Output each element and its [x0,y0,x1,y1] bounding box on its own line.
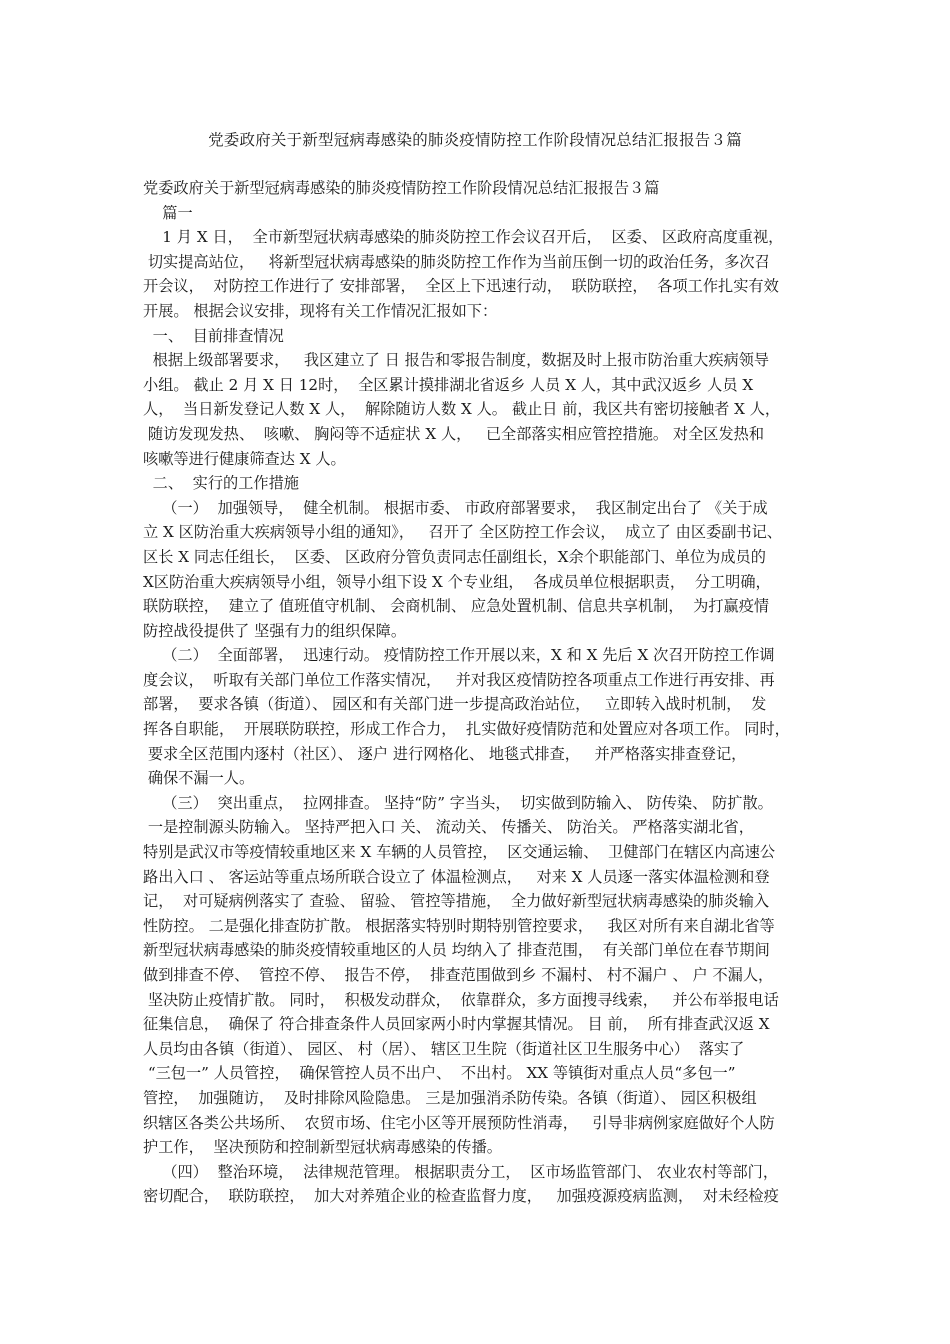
paragraph-line: 确保不漏一人。 [143,769,255,788]
paragraph-line: 立 X 区防治重大疾病领导小组的通知》， 召开了 全区防控工作会议， 成立了 由区委副书记、 [143,523,782,542]
paragraph-line: 二、 实行的工作措施 [143,474,299,493]
paragraph-line: 度会议， 听取有关部门单位工作落实情况， 并对我区疫情防控各项重点工作进行再安排、再 [143,670,775,689]
paragraph-line: 人， 当日新发登记人数 X 人， 解除随访人数 X 人。 截止日 前，我区共有密切接触者 X 人， [143,400,781,419]
paragraph-line: 区长 X 同志任组长， 区委、 区政府分管负责同志任副组长，X余个职能部门、单位为成员的 [143,547,766,566]
paragraph-line: 做到排查不停、 管控不停、 报告不停， 排查范围做到乡 不漏村、 村不漏户 、 户 不漏人， [143,966,774,984]
paragraph-line: 要求全区范围内逐村（社区）、 逐户 进行网格化、 地毯式排查， 并严格落实排查登记， [143,744,747,763]
paragraph-line: 开会议， 对防控工作进行了 安排部署， 全区上下迅速行动， 联防联控， 各项工作扎实有效 [143,277,779,296]
paragraph-line: 性防控。 二是强化排查防扩散。 根据落实特别时期特别管控要求， 我区对所有来自湖北省等 [143,916,775,935]
paragraph-line: 护工作， 坚决预防和控制新型冠状病毒感染的传播。 [143,1138,502,1157]
paragraph-line: （一） 加强领导， 健全机制。 根据市委、 市政府部署要求， 我区制定出台了 《关于成 [143,498,768,517]
paragraph-line: （二） 全面部署， 迅速行动。 疫情防控工作开展以来，X 和 X 先后 X 次召开防控工作调 [143,646,775,665]
paragraph-line: 坚决防止疫情扩散。 同时， 积极发动群众， 依靠群众，多方面搜寻线索， 并公布举报电话 [143,990,779,1009]
paragraph-line: 根据上级部署要求， 我区建立了 日 报告和零报告制度，数据及时上报市防治重大疾病领导 [143,351,770,370]
paragraph-line: 密切配合， 联防联控， 加大对养殖企业的检查监督力度， 加强疫源疫病监测， 对未经检疫 [143,1187,779,1206]
paragraph-line: 征集信息， 确保了 符合排查条件人员回家两小时内掌握其情况。 目 前， 所有排查武汉返 X [143,1015,770,1034]
paragraph-line: 防控战役提供了 坚强有力的组织保障。 [143,621,407,640]
paragraph-line: 一是控制源头防输入。 坚持严把入口 关、 流动关、 传播关、 防治关。 严格落实湖北省， [143,818,754,837]
paragraph-line: “三包一” 人员管控， 确保管控人员不出户、 不出村。 XX 等镇街对重点人员“多包一” [143,1064,736,1083]
document-title: 党委政府关于新型冠病毒感染的肺炎疫情防控工作阶段情况总结汇报报告３篇 [208,131,742,149]
paragraph-line: 记， 对可疑病例落实了 查验、 留验、 管控等措施， 全力做好新型冠状病毒感染的肺炎输入 [143,892,770,911]
paragraph-line: 织辖区各类公共场所、 农贸市场、住宅小区等开展预防性消毒， 引导非病例家庭做好个人防 [143,1113,775,1132]
paragraph-line: 新型冠状病毒感染的肺炎疫情较重地区的人员 均纳入了 排查范围， 有关部门单位在春节期间 [143,941,770,960]
document-body [143,176,823,1209]
paragraph-line: （四） 整治环境， 法律规范管理。 根据职责分工， 区市场监管部门、 农业农村等部门， [143,1162,779,1181]
paragraph-line: 联防联控， 建立了 值班值守机制、 会商机制、 应急处置机制、信息共享机制， 为打赢疫情 [143,597,770,616]
paragraph-line: 特别是武汉市等疫情较重地区来 X 车辆的人员管控， 区交通运输、 卫健部门在辖区内高速公 [143,843,776,862]
paragraph-line: 路出入口 、 客运站等重点场所联合设立了 体温检测点， 对来 X 人员逐一落实体温检测和登 [143,867,770,886]
paragraph-line: 人员均由各镇（街道）、 园区、 村（居）、 辖区卫生院（街道社区卫生服务中心） 落实了 [143,1039,745,1058]
paragraph-line: 挥各自职能， 开展联防联控，形成工作合力， 扎实做好疫情防范和处置应对各项工作。 同时， [143,720,790,739]
paragraph-line: 篇一 [143,203,193,222]
paragraph-line: （三） 突出重点， 拉网排查。 坚持“防” 字当头， 切实做到防输入、 防传染、 防扩散。 [143,793,773,812]
paragraph-line: 开展。 根据会议安排，现将有关工作情况汇报如下： [143,301,498,320]
paragraph-line: 部署， 要求各镇（街道）、 园区和有关部门进一步提高政治站位， 立即转入战时机制， 发 [143,695,767,714]
paragraph-line: 党委政府关于新型冠病毒感染的肺炎疫情防控工作阶段情况总结汇报报告３篇 [143,179,660,197]
paragraph-line: 1 月 X 日， 全市新型冠状病毒感染的肺炎防控工作会议召开后， 区委、 区政府高度重视， [143,228,784,247]
paragraph-line: 小组。 截止 2 月 X 日 12时， 全区累计摸排湖北省返乡 人员 X 人，其中武汉返乡 人员 X [143,375,754,394]
paragraph-line: 管控， 加强随访， 及时排除风险隐患。 三是加强消杀防传染。各镇（街道）、 园区积极组 [143,1088,757,1107]
paragraph-line: 随访发现发热、 咳嗽、 胸闷等不适症状 X 人， 已全部落实相应管控措施。 对全区发热和 [143,424,765,443]
paragraph-line: 切实提高站位， 将新型冠状病毒感染的肺炎防控工作作为当前压倒一切的政治任务，多次召 [143,252,770,271]
paragraph-line: X区防治重大疾病领导小组，领导小组下设 X 个专业组， 各成员单位根据职责， 分工明确， [143,572,771,591]
paragraph-line: 咳嗽等进行健康筛查达 X 人。 [143,449,346,468]
paragraph-line: 一、 目前排查情况 [143,326,284,345]
